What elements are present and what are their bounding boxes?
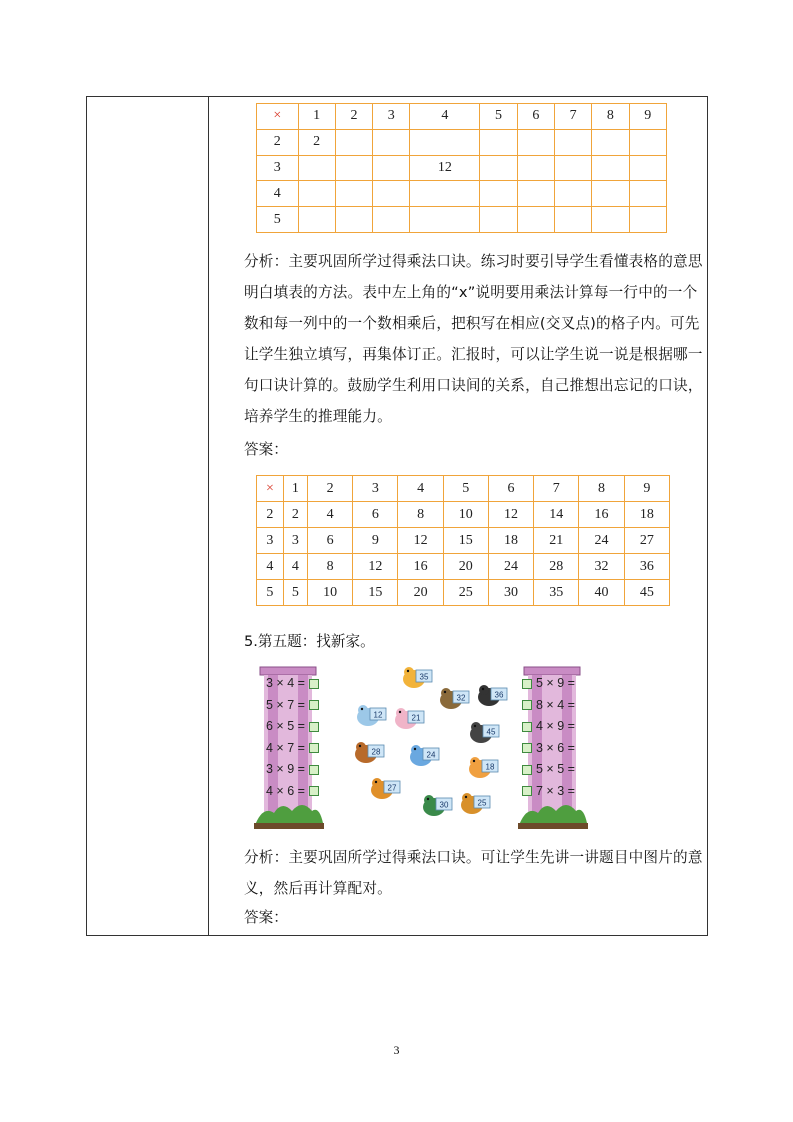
table-row-label: 3 <box>257 528 284 554</box>
equation-text: 7 × 3 = <box>536 783 575 798</box>
table-cell: 8 <box>398 502 443 528</box>
answer-box[interactable] <box>522 700 532 710</box>
answer-box[interactable] <box>522 786 532 796</box>
table-cell <box>592 155 629 181</box>
animal-with-number-card <box>392 703 426 733</box>
table-cell <box>480 129 517 155</box>
table-cell <box>298 181 335 207</box>
answer-box[interactable] <box>309 765 319 775</box>
animal-with-number-card <box>352 737 386 767</box>
equation-text: 5 × 5 = <box>536 762 575 776</box>
answer-box[interactable] <box>522 722 532 732</box>
number-card-value: 35 <box>419 672 429 682</box>
page-number: 3 <box>393 1043 400 1057</box>
table-cell <box>373 155 410 181</box>
pillar-equation <box>522 784 575 798</box>
answer-box[interactable] <box>522 679 532 689</box>
animal-with-number-card <box>354 700 388 730</box>
table-cell: 16 <box>398 554 443 580</box>
answer-box[interactable] <box>309 786 319 796</box>
table-cell <box>410 207 480 233</box>
table-cell: 27 <box>624 528 669 554</box>
table-cell: 2 <box>283 502 307 528</box>
analysis-paragraph-2: 分析：主要巩固所学过得乘法口诀。可让学生先讲一讲题目中图片的意义，然后再计算配对。 <box>244 849 703 897</box>
table-header-cell: 8 <box>579 476 624 502</box>
table-cell <box>629 129 666 155</box>
table-cell <box>373 207 410 233</box>
table-row-label: 5 <box>257 207 299 233</box>
table-cell <box>410 181 480 207</box>
table-cell: 20 <box>398 580 443 606</box>
table-cell: 25 <box>443 580 488 606</box>
table-cell <box>410 129 480 155</box>
number-card-value: 27 <box>387 783 397 793</box>
number-card-value: 24 <box>426 750 436 760</box>
table-header-cell: 9 <box>629 104 666 130</box>
number-card-value: 12 <box>373 710 383 720</box>
number-card-value: 30 <box>439 800 449 810</box>
table-cell: 20 <box>443 554 488 580</box>
table-cell: 12 <box>488 502 533 528</box>
table-cell: 35 <box>534 580 579 606</box>
pillar-equation <box>266 698 319 712</box>
table-corner-times: × <box>257 476 284 502</box>
table-cell <box>517 207 554 233</box>
table-row-label: 4 <box>257 554 284 580</box>
number-card-value: 18 <box>485 762 495 772</box>
table-cell: 4 <box>283 554 307 580</box>
table-cell: 32 <box>579 554 624 580</box>
animal-with-number-card <box>475 680 509 710</box>
equation-text: 3 × 4 = <box>266 676 305 690</box>
table-cell <box>554 181 591 207</box>
equation-text: 6 × 5 = <box>266 719 305 733</box>
pillar-equation <box>266 784 319 798</box>
table-cell: 24 <box>579 528 624 554</box>
table-cell <box>298 155 335 181</box>
answer-box[interactable] <box>522 743 532 753</box>
table-row-label: 4 <box>257 181 299 207</box>
table-header-cell: 7 <box>534 476 579 502</box>
table-cell <box>517 155 554 181</box>
table-cell: 21 <box>534 528 579 554</box>
equation-text: 3 × 6 = <box>536 740 575 755</box>
table-header-cell: 2 <box>307 476 352 502</box>
table-header-cell: 6 <box>488 476 533 502</box>
answer-label-1: 答案： <box>244 441 288 458</box>
table-cell <box>554 129 591 155</box>
table-cell <box>373 181 410 207</box>
animal-with-number-card <box>466 752 500 782</box>
table-cell <box>335 129 372 155</box>
table-cell <box>480 207 517 233</box>
table-cell: 2 <box>298 129 335 155</box>
pillar-equation <box>522 762 575 776</box>
table-cell: 14 <box>534 502 579 528</box>
table-cell: 15 <box>443 528 488 554</box>
number-card-value: 28 <box>371 747 381 757</box>
table-header-cell: 1 <box>283 476 307 502</box>
table-cell: 5 <box>283 580 307 606</box>
table-cell <box>517 129 554 155</box>
pillar-equation <box>266 741 319 755</box>
animal-with-number-card <box>458 788 492 818</box>
table-cell <box>298 207 335 233</box>
number-card-value: 25 <box>477 798 487 808</box>
table-header-cell: 6 <box>517 104 554 130</box>
table-cell: 10 <box>443 502 488 528</box>
pillar-equation <box>266 762 319 776</box>
table-row-label: 2 <box>257 129 299 155</box>
animal-with-number-card <box>368 773 402 803</box>
table-cell: 8 <box>307 554 352 580</box>
table-cell: 36 <box>624 554 669 580</box>
pillar-equation <box>522 698 575 712</box>
pillar-equation <box>522 719 575 733</box>
table-header-cell: 4 <box>398 476 443 502</box>
number-card-value: 45 <box>486 727 496 737</box>
pillar-equation <box>522 676 575 690</box>
table-cell: 12 <box>353 554 398 580</box>
animal-with-number-card <box>420 790 454 820</box>
table-cell <box>629 207 666 233</box>
answer-label-2: 答案： <box>244 909 288 926</box>
table-cell: 6 <box>307 528 352 554</box>
table-row-label: 2 <box>257 502 284 528</box>
table-header-cell: 5 <box>443 476 488 502</box>
table-cell: 4 <box>307 502 352 528</box>
table-cell: 9 <box>353 528 398 554</box>
table-header-cell: 3 <box>373 104 410 130</box>
animal-with-number-card <box>467 717 501 747</box>
answer-box[interactable] <box>522 765 532 775</box>
answer-box[interactable] <box>309 700 319 710</box>
table-cell: 10 <box>307 580 352 606</box>
table-cell <box>592 129 629 155</box>
table-cell <box>373 129 410 155</box>
animal-with-number-card <box>407 740 441 770</box>
table-cell: 28 <box>534 554 579 580</box>
table-cell: 3 <box>283 528 307 554</box>
table-header-cell: 4 <box>410 104 480 130</box>
table-header-cell: 8 <box>592 104 629 130</box>
table-header-cell: 9 <box>624 476 669 502</box>
pillar-equation <box>266 719 319 733</box>
pillar-equation <box>266 676 319 690</box>
animal-with-number-card <box>400 662 434 692</box>
table-cell: 24 <box>488 554 533 580</box>
table-cell <box>554 155 591 181</box>
table-cell <box>517 181 554 207</box>
table-cell <box>629 155 666 181</box>
table-header-cell: 7 <box>554 104 591 130</box>
table-cell <box>554 207 591 233</box>
table-cell: 12 <box>398 528 443 554</box>
analysis-paragraph-1: 分析：主要巩固所学过得乘法口诀。练习时要引导学生看懂表格的意思明白填表的方法。表中左上角的“x”说明要用乘法计算每一行中的一个数和每一列中的一个数相乘后，把积写在相应(交叉点)的格子内。可先让学生独立填写，再集体订正。汇报时，可以让学生说一说是根据哪一句口诀计算的。鼓励学生利用口诀间的关系，自己推想出忘记的口诀，培养学生的推理能力。 <box>244 253 703 425</box>
answer-box[interactable] <box>309 722 319 732</box>
number-card-value: 32 <box>456 693 466 703</box>
number-card-value: 36 <box>494 690 504 700</box>
equation-text: 4 × 9 = <box>536 719 575 733</box>
pillar-equation <box>522 741 575 755</box>
equation-text: 3 × 9 = <box>266 762 305 776</box>
table-cell: 30 <box>488 580 533 606</box>
table-cell <box>335 181 372 207</box>
equation-text: 8 × 4 = <box>536 697 575 712</box>
table-cell <box>592 181 629 207</box>
table-cell <box>480 181 517 207</box>
table-cell: 6 <box>353 502 398 528</box>
equation-text: 5 × 7 = <box>266 697 305 712</box>
question-5-title: 5.第五题：找新家。 <box>244 633 375 650</box>
table-cell <box>592 207 629 233</box>
table-header-cell: 5 <box>480 104 517 130</box>
table-cell: 16 <box>579 502 624 528</box>
answer-box[interactable] <box>309 679 319 689</box>
table-cell: 12 <box>410 155 480 181</box>
equation-text: 4 × 6 = <box>266 783 305 798</box>
table-cell: 18 <box>624 502 669 528</box>
table-cell <box>335 155 372 181</box>
table-cell <box>629 181 666 207</box>
table-row-label: 5 <box>257 580 284 606</box>
multiplication-table-answer <box>256 475 670 606</box>
number-card-value: 21 <box>411 713 421 723</box>
table-cell <box>480 155 517 181</box>
table-cell: 15 <box>353 580 398 606</box>
equation-text: 4 × 7 = <box>266 740 305 755</box>
table-header-cell: 1 <box>298 104 335 130</box>
table-header-cell: 3 <box>353 476 398 502</box>
table-header-cell: 2 <box>335 104 372 130</box>
animal-with-number-card <box>437 683 471 713</box>
table-cell: 45 <box>624 580 669 606</box>
table-corner-times: × <box>257 104 299 130</box>
table-row-label: 3 <box>257 155 299 181</box>
answer-box[interactable] <box>309 743 319 753</box>
table-cell: 18 <box>488 528 533 554</box>
table-cell <box>335 207 372 233</box>
multiplication-table-blank <box>256 103 667 233</box>
equation-text: 5 × 9 = <box>536 676 575 690</box>
table-cell: 40 <box>579 580 624 606</box>
